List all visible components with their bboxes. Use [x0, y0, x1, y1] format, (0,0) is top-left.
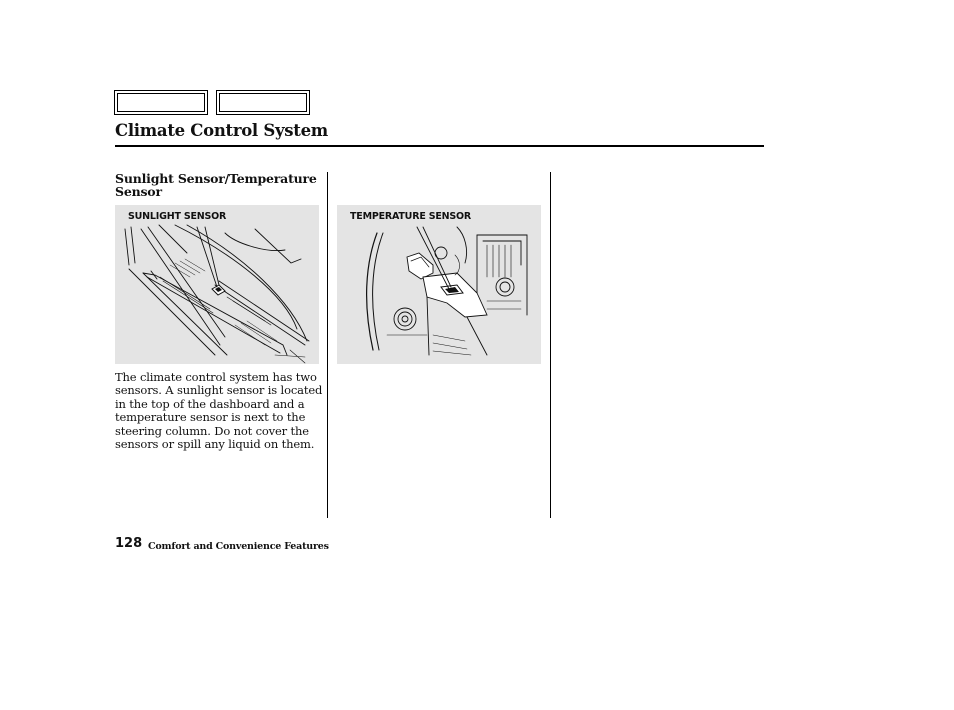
next-page-button[interactable] — [216, 90, 310, 115]
section-body-text: The climate control system has two sensors. A sunlight sensor is located in the top of the dashboard and a temperature sensor is next to the steering column. Do not cover the sensors or spill any liquid on them. — [115, 370, 323, 452]
footer-section-name: Comfort and Convenience Features — [148, 541, 329, 552]
title-divider — [115, 145, 764, 147]
page-number: 128 — [115, 536, 143, 551]
column-divider-left — [327, 172, 328, 518]
page-title: Climate Control System — [115, 121, 328, 140]
temperature-sensor-illustration — [337, 205, 541, 364]
sunlight-sensor-caption: SUNLIGHT SENSOR — [128, 211, 227, 222]
sunlight-sensor-illustration — [115, 205, 319, 364]
column-divider-right — [550, 172, 551, 518]
temperature-sensor-caption: TEMPERATURE SENSOR — [350, 211, 472, 222]
section-heading: Sunlight Sensor/Temperature Sensor — [115, 171, 317, 199]
sunlight-sensor-figure — [115, 205, 319, 364]
temperature-sensor-figure — [337, 205, 541, 364]
prev-page-button[interactable] — [114, 90, 208, 115]
